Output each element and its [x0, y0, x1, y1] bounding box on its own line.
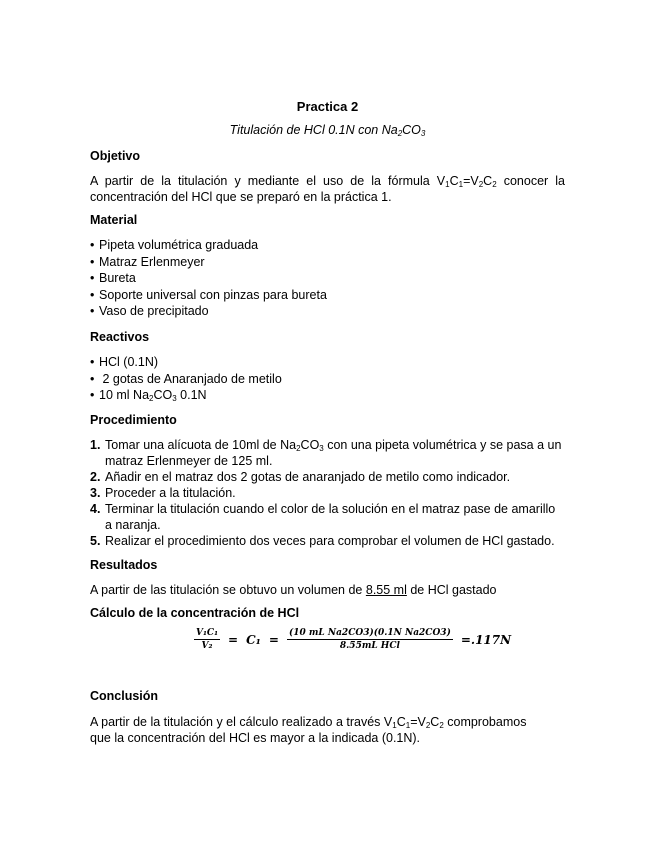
resultados-text: A partir de las titulación se obtuvo un volumen de 8.55 ml de HCl gastado — [90, 583, 497, 597]
list-item: • Bureta — [90, 271, 136, 286]
volume-value: 8.55 ml — [365, 583, 407, 597]
resultados-heading: Resultados — [90, 558, 158, 572]
objetivo-heading: Objetivo — [90, 149, 141, 163]
conclusion-text: A partir de la titulación y el cálculo realizado a través $V_1C_1=V_2C_2$ comprobamos que la concentración del HCl es mayor a la indicada (0.1N). — [90, 715, 527, 745]
list-item: • Vaso de precipitado — [90, 304, 209, 319]
list-item: 5. Realizar el procedimiento dos veces para comprobar el volumen de HCl gastado. — [90, 534, 555, 548]
list-item: 3. Proceder a la titulación. — [90, 486, 236, 500]
list-item: • Pipeta volumétrica graduada — [90, 238, 259, 252]
formula-result: =.117N — [460, 632, 512, 647]
concentration-formula: $\frac{\text{V₁C₁}}{\text{V₂}}$ = C₁ = $\frac{\text{(10 mL Na2CO3)(0.1N Na2CO3)}}{\text{8.55mL HCl}}$ =.117N — [196, 628, 512, 651]
list-item: 1. Tomar una alícuota de 10ml de $Na_2CO_3$ con una pipeta volumétrica y se pasa a un matraz Erlenmeyer de 125 ml. — [90, 438, 562, 468]
lhs-fraction: $\frac{\text{V₁C₁}}{\text{V₂}}$ — [196, 628, 219, 651]
list-item: • 10 ml $Na_2CO_3$ 0.1N — [90, 388, 207, 404]
calculo-heading: Cálculo de la concentración de HCl — [90, 606, 300, 620]
document-title: Practica 2 — [296, 99, 359, 114]
list-item: 4. Terminar la titulación cuando el color de la solución en el matraz pase de amarillo a naranja. — [90, 502, 556, 532]
rhs-fraction: $\frac{\text{(10 mL Na2CO3)(0.1N Na2CO3)}}{\text{8.55mL HCl}}$ — [288, 628, 451, 651]
conclusion-heading: Conclusión — [90, 689, 159, 703]
list-item: • 2 gotas de Anaranjado de metilo — [90, 371, 282, 386]
list-item: • Matraz Erlenmeyer — [90, 254, 205, 269]
c1-symbol: C₁ — [246, 632, 261, 647]
list-item: • HCl (0.1N) — [90, 355, 159, 369]
procedimiento-heading: Procedimiento — [90, 413, 177, 427]
material-list — [90, 237, 327, 320]
objetivo-text: A partir de la titulación y mediante el uso de la fórmula $V_1C_1=V_2C_2$ conocer la concentración del HCl que se preparó en la práctica 1. — [90, 174, 565, 204]
document-subtitle: Titulación de HCl 0.1N con $Na_2CO_3$ — [229, 123, 426, 138]
procedimiento-list — [90, 437, 565, 549]
material-heading: Material — [90, 213, 138, 227]
reactivos-list — [90, 354, 282, 404]
list-item: 2. Añadir en el matraz dos 2 gotas de anaranjado de metilo como indicador. — [90, 470, 511, 484]
reactivos-heading: Reactivos — [90, 330, 150, 344]
list-item: • Soporte universal con pinzas para bureta — [90, 287, 327, 302]
